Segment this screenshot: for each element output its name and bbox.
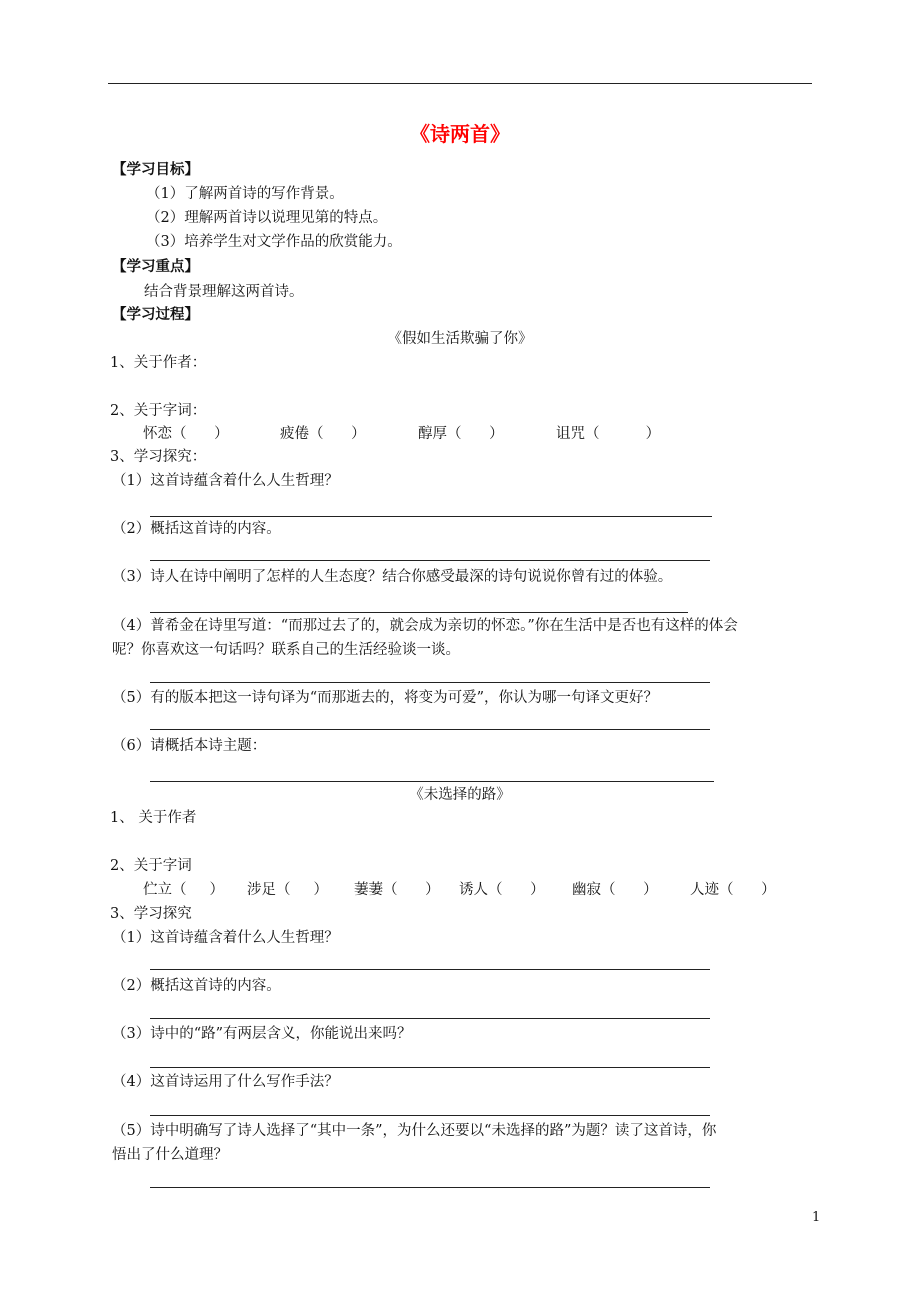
answer-line[interactable] bbox=[150, 516, 712, 517]
question: （3）诗人在诗中阐明了怎样的人生态度？结合你感受最深的诗句说说你曾有过的体验。 bbox=[112, 569, 673, 585]
section-heading-goals: 【学习目标】 bbox=[112, 162, 199, 178]
answer-line[interactable] bbox=[150, 969, 710, 970]
question: （1）这首诗蕴含着什么人生哲理？ bbox=[112, 473, 339, 489]
answer-line[interactable] bbox=[150, 612, 688, 613]
question: （6）请概括本诗主题： bbox=[112, 738, 267, 754]
answer-line[interactable] bbox=[150, 781, 714, 782]
goal-2: （2）理解两首诗以说理见第的特点。 bbox=[146, 210, 388, 226]
poem1-vocab: 2、关于字词： bbox=[110, 403, 207, 419]
vocab-item: 萋萋（ ） bbox=[354, 882, 440, 898]
question: （4）普希金在诗里写道：“而那过去了的，就会成为亲切的怀恋。”你在生活中是否也有这样的体会 bbox=[112, 618, 738, 634]
question: （4）这首诗运用了什么写作手法？ bbox=[112, 1074, 339, 1090]
poem2-explore: 3、学习探究 bbox=[110, 906, 192, 922]
vocab-item: 人迹（ ） bbox=[690, 882, 776, 898]
question-cont: 呢？你喜欢这一句话吗？联系自己的生活经验谈一谈。 bbox=[112, 642, 460, 658]
poem1-author: 1、关于作者： bbox=[110, 355, 207, 371]
answer-line[interactable] bbox=[150, 1067, 710, 1068]
poem1-explore: 3、学习探究： bbox=[110, 449, 207, 465]
vocab-item: 醇厚（ ） bbox=[418, 426, 504, 442]
vocab-item: 疲倦（ ） bbox=[280, 426, 366, 442]
vocab-item: 涉足（ ） bbox=[247, 882, 329, 898]
poem2-title: 《未选择的路》 bbox=[409, 787, 511, 803]
question: （5）有的版本把这一诗句译为“而那逝去的，将变为可爱”，你认为哪一句译文更好？ bbox=[112, 690, 659, 706]
header-rule bbox=[108, 83, 812, 84]
question: （3）诗中的“路”有两层含义，你能说出来吗？ bbox=[112, 1026, 412, 1042]
vocab-item: 怀恋（ ） bbox=[143, 426, 229, 442]
section-heading-process: 【学习过程】 bbox=[112, 307, 199, 323]
answer-line[interactable] bbox=[150, 1187, 710, 1188]
question: （1）这首诗蕴含着什么人生哲理？ bbox=[112, 930, 339, 946]
answer-line[interactable] bbox=[150, 560, 710, 561]
vocab-item: 诱人（ ） bbox=[459, 882, 545, 898]
section-heading-focus: 【学习重点】 bbox=[112, 259, 199, 275]
question-cont: 悟出了什么道理？ bbox=[112, 1147, 228, 1163]
poem1-title: 《假如生活欺骗了你》 bbox=[387, 331, 533, 347]
poem2-vocab: 2、关于字词 bbox=[110, 858, 192, 874]
answer-line[interactable] bbox=[150, 1018, 710, 1019]
answer-line[interactable] bbox=[150, 682, 710, 683]
answer-line[interactable] bbox=[150, 729, 710, 730]
goal-1: （1）了解两首诗的写作背景。 bbox=[146, 186, 344, 202]
poem2-author: 1、 关于作者 bbox=[110, 810, 197, 826]
question: （2）概括这首诗的内容。 bbox=[112, 978, 281, 994]
vocab-item: 伫立（ ） bbox=[143, 882, 225, 898]
vocab-item: 诅咒（ ） bbox=[556, 426, 661, 442]
vocab-item: 幽寂（ ） bbox=[572, 882, 658, 898]
page-title: 《诗两首》 bbox=[410, 122, 510, 146]
page-number: 1 bbox=[812, 1210, 821, 1225]
question: （2）概括这首诗的内容。 bbox=[112, 521, 281, 537]
question: （5）诗中明确写了诗人选择了“其中一条”，为什么还要以“未选择的路”为题？读了这首诗，你 bbox=[112, 1123, 717, 1139]
goal-3: （3）培养学生对文学作品的欣赏能力。 bbox=[146, 234, 402, 250]
answer-line[interactable] bbox=[150, 1115, 710, 1116]
focus-text: 结合背景理解这两首诗。 bbox=[144, 284, 304, 300]
